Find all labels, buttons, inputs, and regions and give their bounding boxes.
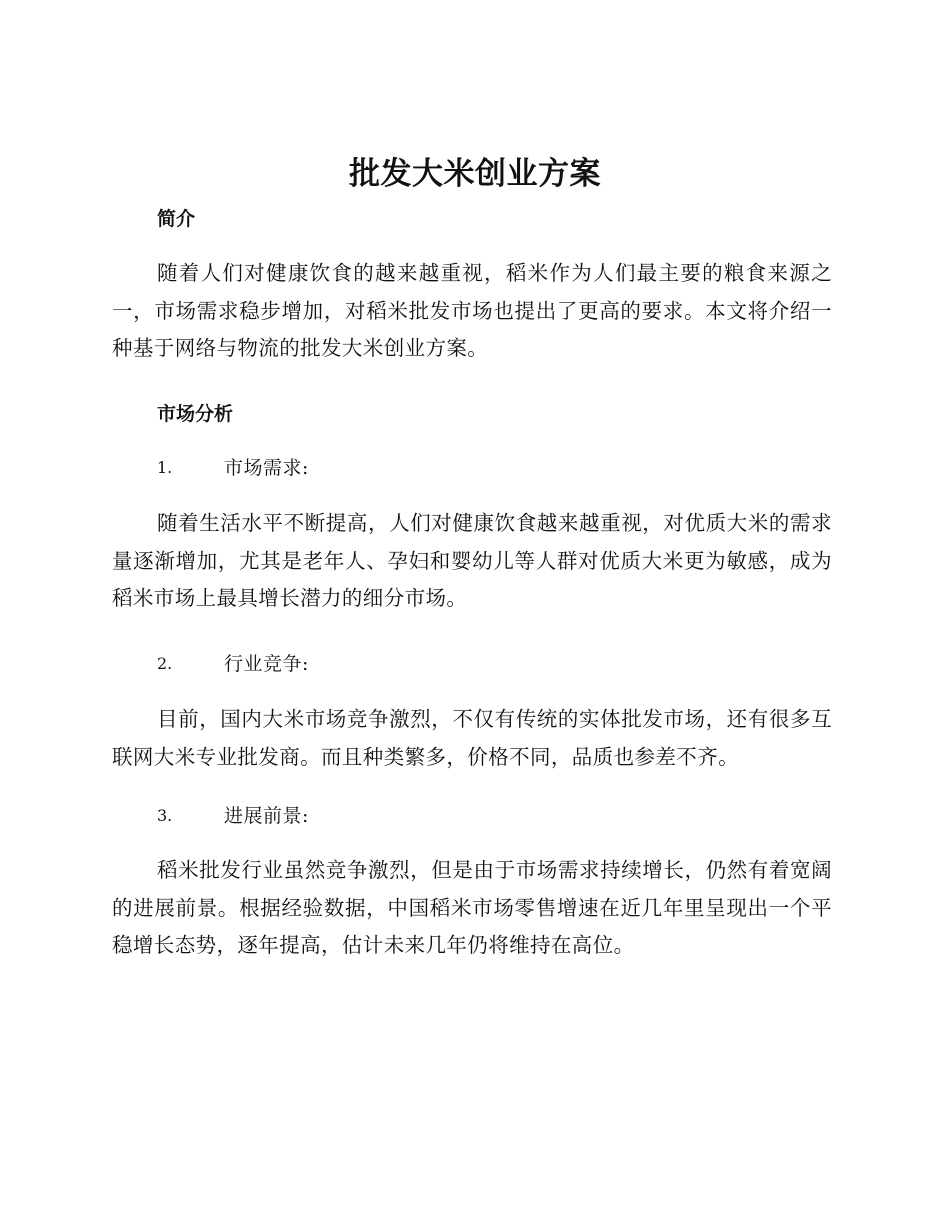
list-number: 2. (157, 654, 173, 673)
list-item-market-demand (157, 453, 757, 483)
document-title: 批发大米创业方案 (349, 156, 601, 192)
intro-paragraph: 随着人们对健康饮食的越来越重视，稻米作为人们最主要的粮食来源之一，市场需求稳步增加，对稻米批发市场也提出了更高的要求。本文将介绍一种基于网络与物流的批发大米创业方案。 (112, 261, 832, 360)
list-label: 进展前景: (224, 805, 309, 827)
list-number: 1. (157, 458, 173, 477)
list-label: 市场需求: (224, 457, 309, 479)
list-item-development-prospects (157, 801, 757, 831)
development-prospects-paragraph: 稻米批发行业虽然竞争激烈，但是由于市场需求持续增长，仍然有着宽阔的进展前景。根据经验数据，中国稻米市场零售增速在近几年里呈现出一个平稳增长态势，逐年提高，估计未来几年仍将维持在高位。 (112, 858, 832, 957)
section-heading-intro: 简介 (157, 208, 196, 230)
list-number: 3. (157, 806, 173, 825)
list-item-industry-competition (157, 649, 757, 679)
industry-competition-paragraph: 目前，国内大米市场竞争激烈，不仅有传统的实体批发市场，还有很多互联网大米专业批发商。而且种类繁多，价格不同，品质也参差不齐。 (112, 707, 832, 769)
list-label: 行业竞争: (224, 653, 309, 675)
section-heading-market-analysis: 市场分析 (157, 403, 234, 425)
market-demand-paragraph: 随着生活水平不断提高，人们对健康饮食越来越重视，对优质大米的需求量逐渐增加，尤其是老年人、孕妇和婴幼儿等人群对优质大米更为敏感，成为稻米市场上最具增长潜力的细分市场。 (112, 511, 832, 610)
